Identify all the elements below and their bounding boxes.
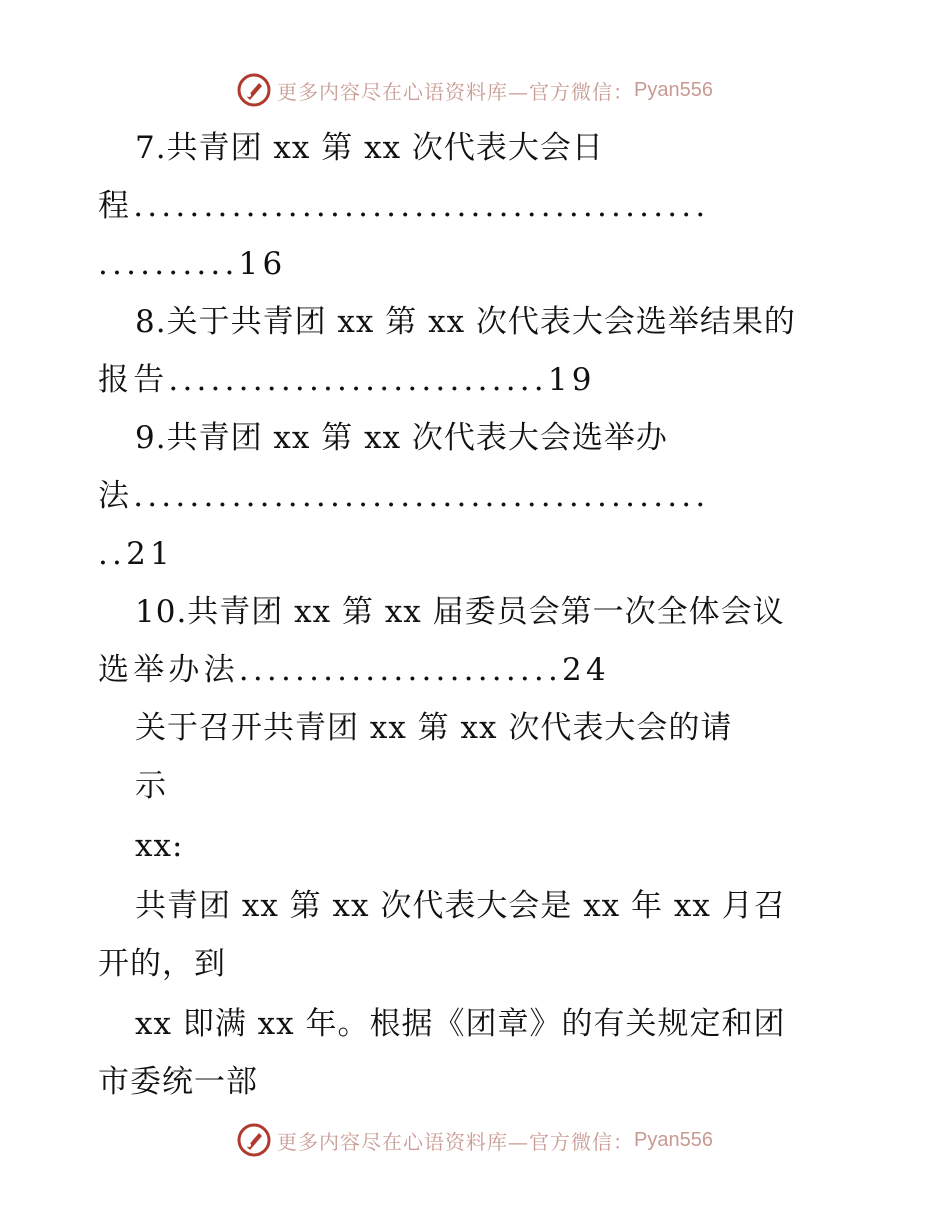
watermark-brand: Pyan556 — [634, 78, 713, 101]
body-text: 市委统一部 — [98, 1064, 258, 1100]
toc-line: 程......................................... — [98, 188, 710, 224]
toc-line: ..21 — [98, 536, 174, 572]
body-text: xx 即满 xx 年。根据《团章》的有关规定和团 — [135, 1006, 786, 1042]
watermark-text: 更多内容尽在心语资料库—官方微信： — [277, 1129, 635, 1154]
watermark-footer — [0, 1120, 950, 1160]
document-title: 示 — [135, 768, 167, 804]
toc-line: ..........16 — [98, 246, 287, 282]
toc-line: 10.共青团 xx 第 xx 届委员会第一次全体会议 — [135, 594, 785, 630]
toc-line: 选举办法.......................24 — [98, 652, 610, 688]
toc-line: 9.共青团 xx 第 xx 次代表大会选举办 — [135, 420, 668, 456]
toc-line: 报告...........................19 — [98, 362, 596, 398]
watermark-brand: Pyan556 — [634, 1128, 713, 1151]
toc-line: 7.共青团 xx 第 xx 次代表大会日 — [135, 130, 604, 166]
body-text: 开的，到 — [98, 946, 226, 982]
pen-logo-icon — [237, 1123, 271, 1157]
toc-line: 8.关于共青团 xx 第 xx 次代表大会选举结果的 — [135, 304, 796, 340]
watermark-header — [0, 70, 950, 110]
salutation: xx: — [135, 828, 184, 864]
pen-logo-icon — [237, 73, 271, 107]
document-title: 关于召开共青团 xx 第 xx 次代表大会的请 — [135, 710, 733, 746]
toc-line: 法......................................... — [98, 478, 710, 514]
watermark-text: 更多内容尽在心语资料库—官方微信： — [277, 79, 635, 104]
body-text: 共青团 xx 第 xx 次代表大会是 xx 年 xx 月召 — [135, 888, 786, 924]
